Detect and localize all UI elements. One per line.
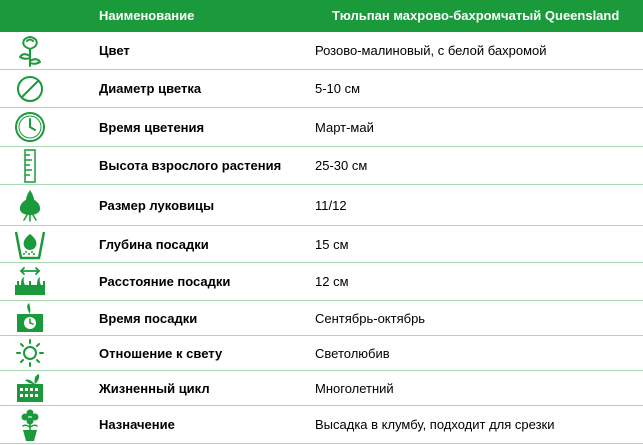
table-row xyxy=(0,108,643,147)
row-value: 11/12 xyxy=(315,197,347,213)
table-row xyxy=(0,371,643,406)
table-header xyxy=(0,0,643,32)
table-row xyxy=(0,406,643,444)
flower-pot-icon xyxy=(0,406,60,443)
row-value: 5-10 см xyxy=(315,81,361,96)
diameter-icon xyxy=(0,70,60,107)
row-value: Сентябрь-октябрь xyxy=(315,310,426,326)
bulb-icon xyxy=(0,185,60,225)
row-value: Высадка в клумбу, подходит для срезки xyxy=(315,417,555,432)
table-row xyxy=(0,147,643,185)
clock-icon xyxy=(0,108,60,146)
row-label: Расстояние посадки xyxy=(99,274,231,289)
table-row xyxy=(0,263,643,301)
table-row xyxy=(0,70,643,108)
row-label: Жизненный цикл xyxy=(99,380,210,396)
row-label: Глубина посадки xyxy=(99,236,209,252)
row-label: Назначение xyxy=(99,417,175,432)
row-label: Отношение к свету xyxy=(99,345,223,361)
ruler-icon xyxy=(0,147,60,184)
row-label: Размер луковицы xyxy=(99,197,215,213)
row-value: Март-май xyxy=(315,119,374,135)
row-value: 15 см xyxy=(315,236,349,252)
table-row xyxy=(0,336,643,371)
sun-icon xyxy=(0,336,60,370)
table-row xyxy=(0,301,643,336)
row-label: Время посадки xyxy=(99,310,198,326)
row-value: 25-30 см xyxy=(315,158,368,173)
row-value: Многолетний xyxy=(315,380,394,396)
planting-distance-icon xyxy=(0,263,60,300)
row-label: Время цветения xyxy=(99,119,205,135)
row-value: 12 см xyxy=(315,274,349,289)
row-label: Диаметр цветка xyxy=(99,81,202,96)
row-label: Цвет xyxy=(99,43,130,58)
header-product-column: Тюльпан махрово-бахромчатый Queensland xyxy=(332,8,620,23)
planting-depth-icon xyxy=(0,226,60,262)
table-row xyxy=(0,185,643,226)
rose-icon xyxy=(0,32,60,69)
planting-time-icon xyxy=(0,301,60,335)
calendar-plant-icon xyxy=(0,371,60,405)
row-label: Высота взрослого растения xyxy=(99,158,282,173)
row-value: Розово-малиновый, с белой бахромой xyxy=(315,43,547,58)
table-row xyxy=(0,226,643,263)
table-row xyxy=(0,32,643,70)
header-name-column: Наименование xyxy=(99,8,195,23)
row-value: Светолюбив xyxy=(315,345,390,361)
